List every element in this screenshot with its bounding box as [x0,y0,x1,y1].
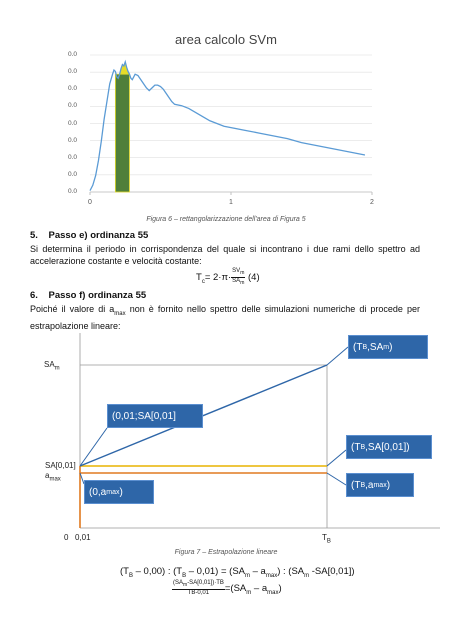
frac-num-sub: m [240,270,245,277]
box-tb-amax-sub2: max [373,481,387,489]
eq2-fraction [172,580,225,597]
y-tick-label: 0.0 [68,119,78,127]
y-tick-label: 0.0 [68,102,78,110]
box-tb-amax-a: (T [351,479,361,491]
box-0-amax-b: ) [119,486,123,498]
y-tick-label: 0.0 [68,170,78,178]
formula-tc [196,268,260,287]
formula-fraction [231,268,245,287]
box-tb-sam-b: ,SA [367,341,384,353]
eq2-rhs-sub: m [246,590,252,596]
eq1-sub3: m [245,572,250,579]
eq2-rhs-c: ) [278,583,282,595]
section6-text-b: non è fornito nello spettro delle simulazioni numeriche di procede per estrapolazione lineare: [30,304,420,331]
box-tb-sam-a: (T [353,341,363,353]
label-amax [45,471,61,483]
pointer-tb-sa001 [327,450,346,466]
y-tick-label: 0.0 [68,68,78,76]
label-sam-sub: m [54,365,60,372]
label-x001: 0,01 [75,533,91,542]
section6-heading: 6. Passo f) ordinanza 55 [30,290,147,301]
box-tb-amax-sub: B [360,481,366,489]
formula-lhs-sub: c [201,279,205,286]
box-tb-sa001 [346,435,432,459]
shaded-rectangle [115,74,129,192]
box-tb-sa001-a: (T [351,441,361,453]
label-x0: 0 [64,533,69,542]
eq1-sub4: max [265,572,278,579]
eq1-sub2: B [182,572,187,579]
box-tb-sa001-sub: B [360,443,366,451]
eq1-f: -SA[0,01]) [309,566,355,577]
y-tick-label: 0.0 [68,51,78,58]
equation-1 [120,566,355,579]
box-0-amax-a: (0,a [89,486,107,498]
x-tick-label: 1 [229,199,233,206]
box-0-amax [84,480,154,504]
box-tb-amax [346,473,414,497]
section5-heading: 5. Passo e) ordinanza 55 [30,230,149,241]
y-tick-label: 0.0 [68,85,78,93]
frac-den: SA [232,278,241,285]
y-tick-label: 0.0 [68,136,78,144]
box-tb-sa001-b: ,SA[0,01]) [365,441,410,453]
eq2-num-a: (SA [173,580,184,586]
eq1-e: ) : (SA [277,566,305,577]
x-tick-label: 2 [370,199,374,206]
eq2-rhs-sub2: max [267,590,279,596]
x-tick-label: 0 [88,199,92,206]
box-tb-sam-sub2: m [383,343,390,351]
figure6-caption: Figura 6 – rettangolarizzazione dell'area di Figura 5 [146,216,306,223]
eq2-den: TB-0,01 [187,590,210,597]
chart-title: area calcolo SVm [175,32,277,47]
label-sam [44,360,60,372]
eq2-num-b: -SA[0,01])·TB [187,580,224,586]
box-tb-amax-b: ,a [365,479,374,491]
series-line [90,62,365,191]
label-sam-text: SA [44,360,55,369]
box-0-amax-sub: max [106,488,120,496]
section5-text: Si determina il periodo in corrispondenza del quale si incontrano i due rami dello spettro ad accelerazione costante e velocità costante: [30,244,420,266]
section6-text [30,303,420,332]
y-tick-label: 0.0 [68,153,78,161]
section6-text-a: Poiché il valore di a [30,304,115,314]
formula-ref: (4) [248,272,260,284]
eq2-rhs-b: – a [251,583,268,595]
box-001-sa001: (0,01;SA[0,01] [107,404,203,428]
pointer-tb-sam [327,347,348,365]
figure7-caption: Figura 7 – Estrapolazione lineare [174,549,278,556]
frac-den-sub: m [240,280,245,287]
formula-lhs: T [196,272,202,284]
eq1-sub5: m [304,572,310,579]
formula-mid: = 2·π· [204,272,232,284]
y-tick-label: 0.0 [68,188,78,195]
frac-num: SV [232,268,241,274]
eq2-rhs-a: =(SA [224,583,247,595]
label-amax-sub: max [49,476,61,483]
eq2-num-sub: m [183,582,188,589]
box-tb-sam [348,335,428,359]
label-tb [322,533,331,545]
eq1-c: – 0,01) = (SA [186,566,245,577]
eq1-b: – 0,00) : (T [132,566,183,577]
pointer-tb-amax [327,473,346,485]
box-tb-amax-c: ) [386,479,391,491]
section6-text-sub: max [114,310,126,317]
eq1-a: (T [120,566,129,577]
label-amax-text: a [45,471,50,480]
eq1-sub: B [128,572,133,579]
box-tb-sam-sub: B [362,343,368,351]
label-tb-text: T [322,533,327,542]
label-sa001: SA[0,01] [45,461,76,470]
label-tb-sub: B [326,538,331,545]
eq1-d: – a [250,566,266,577]
box-tb-sam-c: ) [389,341,393,353]
equation-2 [172,580,282,597]
